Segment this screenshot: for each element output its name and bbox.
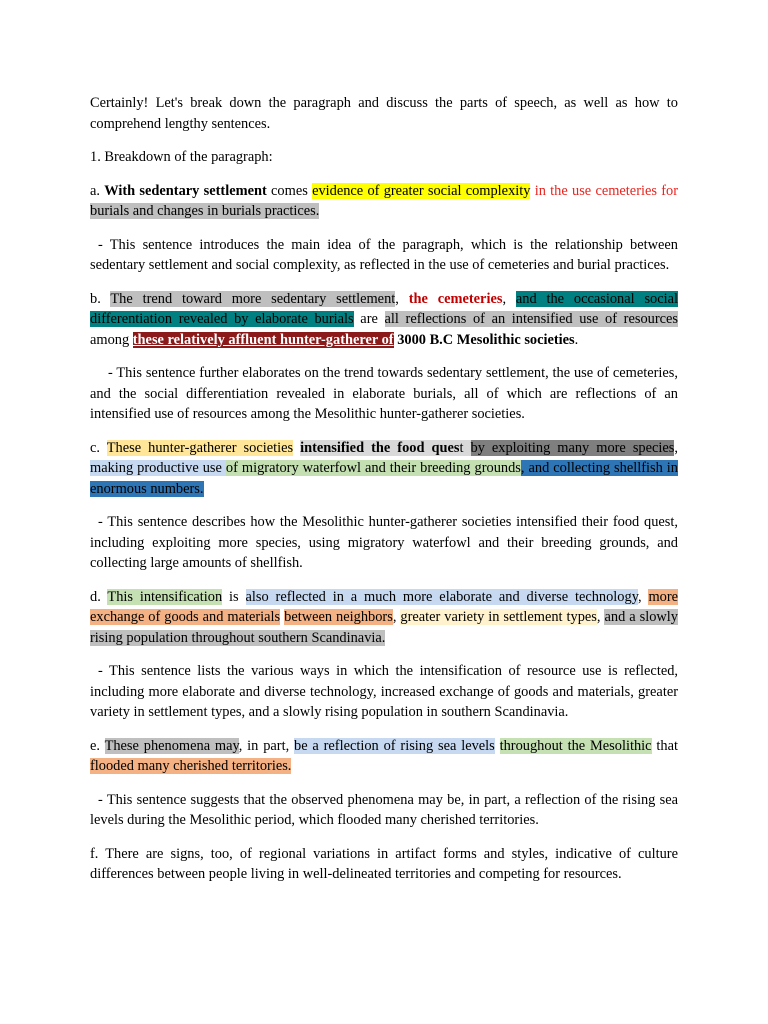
section-heading: 1. Breakdown of the paragraph: (90, 149, 273, 165)
sentence-d-label: d. (90, 588, 108, 605)
comma: , (596, 609, 605, 625)
phrase-highlight-green: This intensification (107, 588, 223, 605)
phrase-verb: comes (266, 182, 313, 199)
phrase-preposition: among (90, 331, 133, 348)
phrase-highlight-orange: between neighbors (284, 609, 393, 625)
sentence-f: f. There are signs, too, of regional variations in artifact forms and styles, indicative of culture differences between people living in well-delineated territories and competing for resources. (90, 845, 678, 882)
phrase-highlight-lightblue: making productive use (90, 460, 226, 476)
phrase-highlight-orange: more exchange of goods and materials (90, 588, 679, 625)
phrase-bold: 3000 B.C Mesolithic societies (393, 331, 575, 348)
explanation-a: - This sentence introduces the main idea of the paragraph, which is the relationship between sedentary settlement and social complexity, as reflected in the use of cemeteries and burial practices. (90, 236, 678, 273)
comma: , (395, 290, 409, 307)
phrase-highlight-gray: These phenomena may (104, 737, 239, 754)
comma: , (637, 588, 649, 605)
phrase-subject: With sedentary settlement (104, 182, 267, 199)
phrase-verb: are (353, 311, 385, 327)
phrase-highlight-blue: , and collecting shellfish in enormous numbers. (90, 460, 678, 497)
phrase-highlight-gray: The trend toward more sedentary settlement (110, 290, 396, 307)
explanation-d: - This sentence lists the various ways in which the intensification of resource use is reflected, including more elaborate and diverse technology, increased exchange of goods and materials, greater variety in settlement types, and a slowly rising population in southern Scandinavia. (90, 663, 678, 720)
explanation-c: - This sentence describes how the Mesolithic hunter-gatherer societies intensified their food quest, including exploiting more species, using migratory waterfowl and their breeding grounds, and collecting large amounts of shellfish. (90, 514, 678, 571)
phrase-highlight-lightyellow: greater variety in settlement types (400, 609, 597, 625)
comma: , (674, 439, 678, 456)
space (495, 738, 500, 754)
sentence-d (90, 587, 678, 649)
phrase-highlight-lightblue: also reflected in a much more elaborate and diverse technology (245, 588, 638, 605)
phrase-highlight-green: throughout the Mesolithic (499, 737, 652, 754)
phrase-highlight-gray: and a slowly rising population throughout southern Scandinavia. (90, 609, 678, 646)
phrase-highlight-darkgray: by exploiting many more species (470, 439, 675, 456)
sentence-e-label: e. (90, 737, 105, 754)
phrase-highlight-gray: all reflections of an intensified use of resources (384, 311, 678, 327)
comma: , (502, 290, 516, 307)
phrase-highlight-gray: t (459, 439, 471, 456)
phrase-highlight-teal: and the occasional social differentiation revealed by elaborate burials (90, 290, 679, 327)
sentence-b (90, 289, 678, 351)
phrase-highlight-lightblue: be a reflection of rising sea levels (294, 737, 495, 754)
sentence-b-label: b. (90, 290, 111, 307)
phrase-plain: , in part, (238, 737, 294, 754)
phrase-highlight-green: of migratory waterfowl and their breeding grounds (225, 460, 521, 476)
phrase-highlight-maroon: these relatively affluent hunter-gatherer of (132, 331, 394, 348)
phrase-highlight-lightyellow: These hunter-gatherer societies (106, 439, 294, 456)
phrase-verb: is (222, 588, 246, 605)
explanation-b: - This sentence further elaborates on the trend towards sedentary settlement, the use of cemeteries, and the social differentiation revealed in elaborate burials, all of which are reflections of an intensified use of resources among the Mesolithic hunter-gatherer societies. (90, 365, 678, 422)
phrase-highlight-gray: burials and changes in burials practices. (90, 203, 320, 219)
period: . (574, 331, 579, 348)
comma: , (392, 609, 401, 625)
sentence-c (90, 438, 678, 500)
phrase-red-bold: the cemeteries (408, 290, 503, 307)
sentence-a-label: a. (90, 182, 105, 199)
sentence-e (90, 736, 678, 777)
document-body (90, 93, 678, 898)
sentence-a (90, 181, 678, 222)
phrase-highlight-yellow: evidence of greater social complexity (312, 182, 531, 199)
phrase-bold-gray: intensified the food ques (300, 439, 460, 456)
phrase-highlight-orange: flooded many cherished territories. (90, 758, 292, 774)
sentence-c-label: c. (90, 439, 107, 456)
phrase-plain: that (651, 737, 678, 754)
explanation-e: - This sentence suggests that the observed phenomena may be, in part, a reflection of the rising sea levels during the Mesolithic period, which flooded many cherished territories. (90, 791, 678, 828)
phrase-red: in the use cemeteries for (530, 182, 679, 199)
intro-paragraph: Certainly! Let's break down the paragraph and discuss the parts of speech, as well as how to comprehend lengthy sentences. (90, 95, 678, 132)
